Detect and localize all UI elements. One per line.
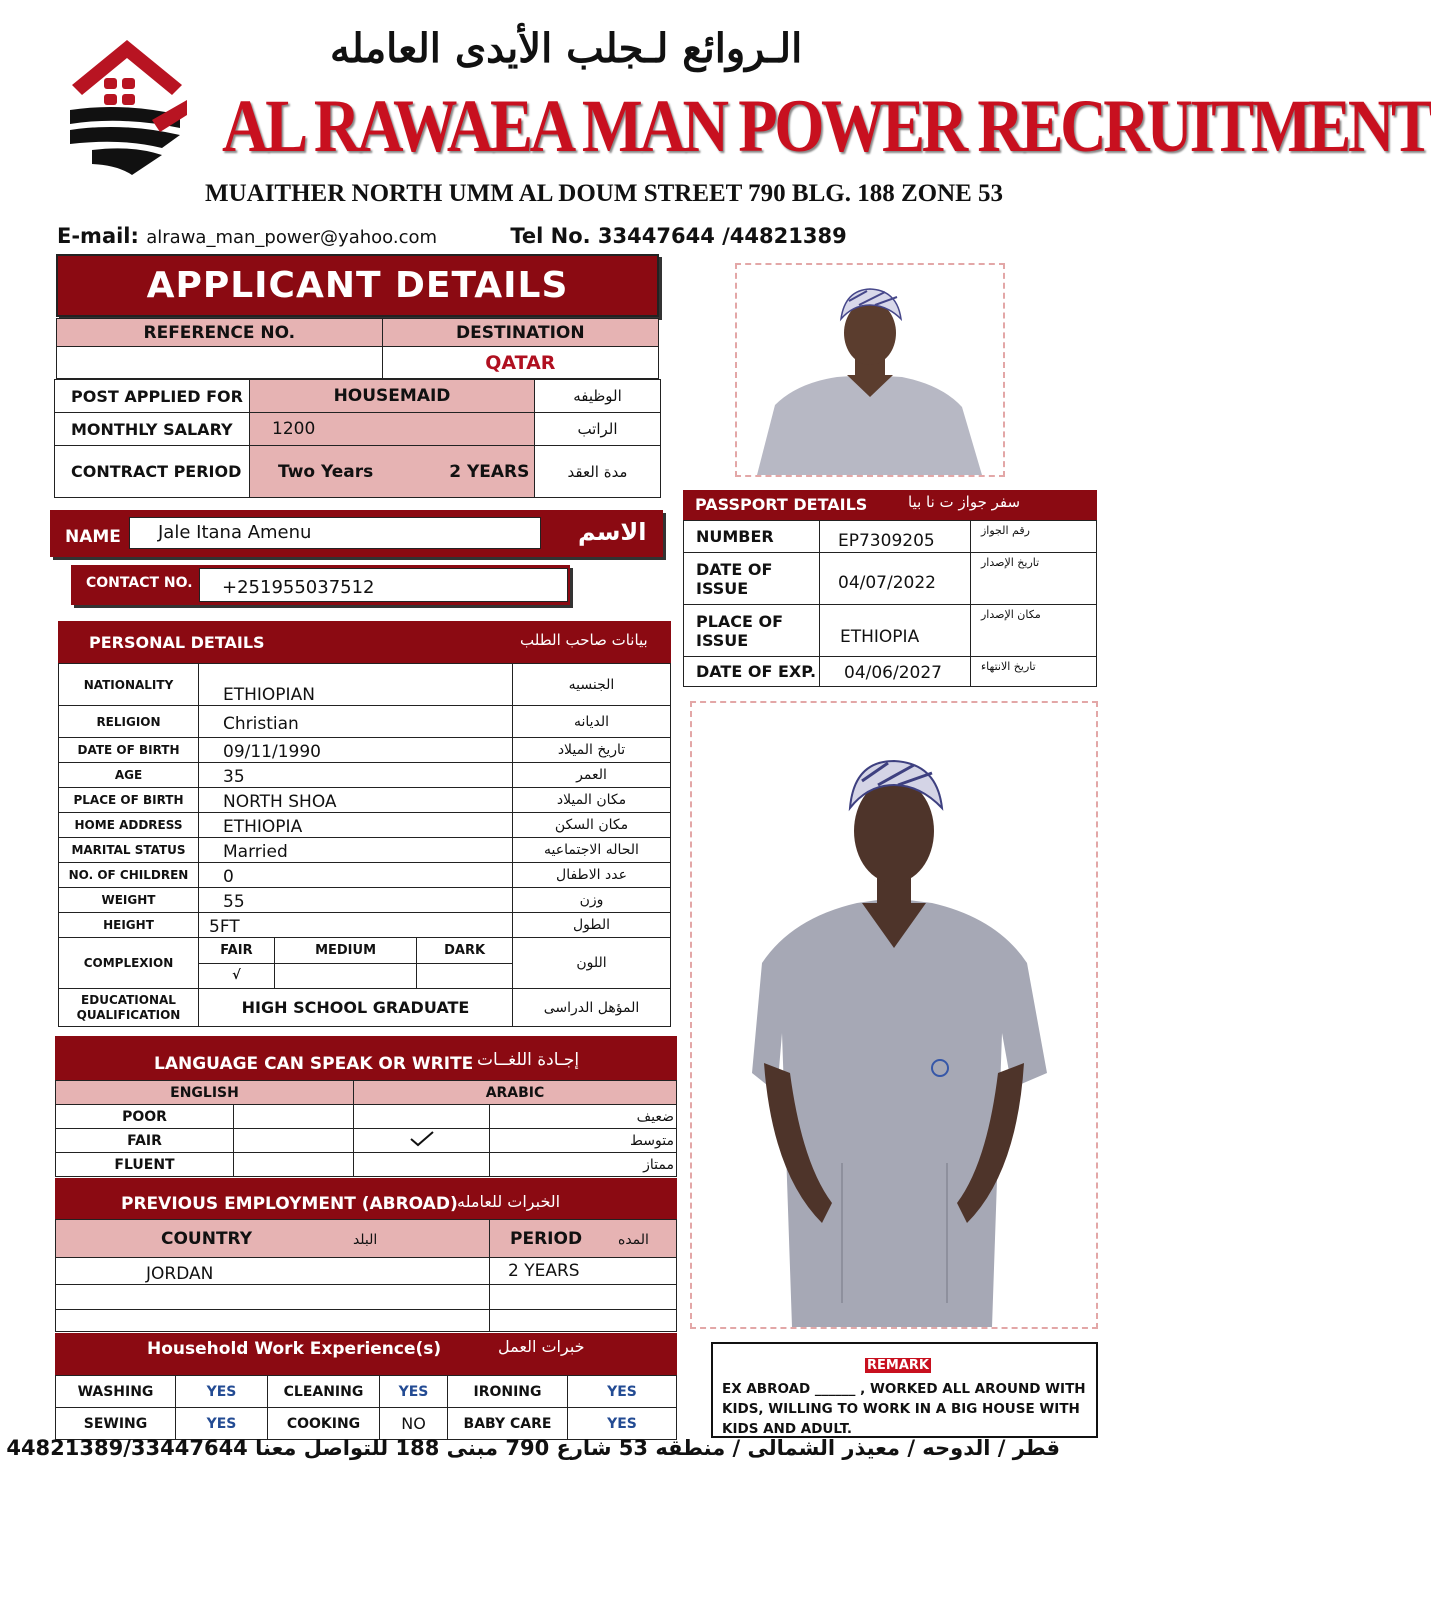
passport-number-label-ar: رقم الجواز xyxy=(971,521,1097,553)
fluent-label: FLUENT xyxy=(56,1153,234,1177)
period-empty-row xyxy=(490,1285,677,1310)
issue-place-value: ETHIOPIA xyxy=(820,605,971,657)
post-label-ar: الوظيفه xyxy=(535,380,661,413)
period-label-ar: المده xyxy=(617,1231,649,1248)
email-value: alrawa_man_power@yahoo.com xyxy=(146,227,438,248)
country-empty-row xyxy=(56,1310,490,1332)
expiry-date-value: 04/06/2027 xyxy=(820,657,971,687)
religion-value: Christian xyxy=(199,706,513,738)
english-header: ENGLISH xyxy=(56,1081,354,1105)
passport-table xyxy=(683,520,1097,687)
education-label-ar: المؤهل الدراسى xyxy=(513,989,671,1027)
name-label-ar: الاسم xyxy=(578,518,647,546)
complexion-dark: DARK xyxy=(417,938,512,963)
remark-box xyxy=(711,1342,1098,1438)
post-value: HOUSEMAID xyxy=(250,380,535,413)
education-label: EDUCATIONAL QUALIFICATION xyxy=(59,989,199,1027)
weight-label-ar: وزن xyxy=(513,888,671,913)
home-address-value: ETHIOPIA xyxy=(199,813,513,838)
contract-value-number: 2 YEARS xyxy=(449,461,530,482)
height-label-ar: الطول xyxy=(513,913,671,938)
birthplace-label: PLACE OF BIRTH xyxy=(59,788,199,813)
passport-number-value: EP7309205 xyxy=(820,521,971,553)
household-table xyxy=(55,1375,677,1440)
contract-label-ar: مدة العقد xyxy=(535,446,661,498)
complexion-label: COMPLEXION xyxy=(59,938,199,989)
destination-label: DESTINATION xyxy=(382,319,658,347)
sewing-label: SEWING xyxy=(56,1408,176,1440)
age-label: AGE xyxy=(59,763,199,788)
height-label: HEIGHT xyxy=(59,913,199,938)
employment-heading-ar: الخبرات للعامله xyxy=(457,1192,561,1211)
applicant-photo-full xyxy=(690,701,1098,1329)
children-label-ar: عدد الاطفال xyxy=(513,863,671,888)
cooking-value: NO xyxy=(380,1408,448,1440)
issue-date-label-ar: تاريخ الإصدار xyxy=(971,553,1097,605)
employment-heading: PREVIOUS EMPLOYMENT (ABROAD) xyxy=(121,1194,458,1214)
baby-care-label: BABY CARE xyxy=(448,1408,568,1440)
education-value: HIGH SCHOOL GRADUATE xyxy=(199,989,513,1027)
complexion-dark-check xyxy=(417,963,512,988)
poor-label-ar: ضعيف xyxy=(490,1105,677,1129)
religion-label: RELIGION xyxy=(59,706,199,738)
weight-label: WEIGHT xyxy=(59,888,199,913)
salary-label: MONTHLY SALARY xyxy=(55,413,250,446)
email-label: E-mail: xyxy=(57,224,139,248)
passport-heading-ar: سفر جواز ت نا بيا xyxy=(908,493,1021,511)
company-logo xyxy=(62,40,192,180)
footer-address: قطر / الدوحه / معيذر الشمالى / منطقه 53 شارع 790 مبنى 188 للتواصل معنا 44821389/33447644 xyxy=(6,1436,1060,1460)
contract-value xyxy=(250,446,535,498)
language-heading-ar: إجـادة اللغــات xyxy=(477,1050,580,1070)
name-bar xyxy=(50,510,663,557)
dob-label: DATE OF BIRTH xyxy=(59,738,199,763)
remark-text: EX ABROAD ______ , WORKED ALL AROUND WITH KIDS, WILLING TO WORK IN A BIG HOUSE WITH KIDS AND ADULT. xyxy=(722,1381,1086,1437)
nationality-label: NATIONALITY xyxy=(59,664,199,706)
children-value: 0 xyxy=(199,863,513,888)
issue-date-label: DATE OF ISSUE xyxy=(684,553,820,605)
fair-label: FAIR xyxy=(56,1129,234,1153)
complexion-fair: FAIR xyxy=(199,938,274,963)
home-address-label-ar: مكان السكن xyxy=(513,813,671,838)
reference-label: REFERENCE NO. xyxy=(57,319,383,347)
arabic-fluent xyxy=(354,1153,490,1177)
contact-bar xyxy=(71,565,570,605)
complexion-medium: MEDIUM xyxy=(274,938,416,963)
household-heading-bar xyxy=(55,1333,677,1375)
contact-value: +251955037512 xyxy=(199,568,568,602)
reference-destination-table xyxy=(56,318,659,379)
age-value: 35 xyxy=(199,763,513,788)
height-value: 5FT xyxy=(199,913,513,938)
contact-line xyxy=(57,224,847,248)
cleaning-label: CLEANING xyxy=(268,1376,380,1408)
birthplace-label-ar: مكان الميلاد xyxy=(513,788,671,813)
country-label-ar: البلد xyxy=(352,1231,378,1248)
passport-heading-bar xyxy=(683,490,1097,520)
country-label: COUNTRY xyxy=(161,1228,253,1249)
country-header xyxy=(56,1220,490,1258)
washing-label: WASHING xyxy=(56,1376,176,1408)
language-table xyxy=(55,1080,677,1177)
passport-number-label: NUMBER xyxy=(684,521,820,553)
checkmark-icon xyxy=(409,1130,435,1148)
weight-value: 55 xyxy=(199,888,513,913)
english-poor xyxy=(234,1105,354,1129)
complexion-label-ar: اللون xyxy=(513,938,671,989)
personal-details-heading-ar: بيانات صاحب الطلب xyxy=(520,631,648,649)
post-label: POST APPLIED FOR xyxy=(55,380,250,413)
religion-label-ar: الديانه xyxy=(513,706,671,738)
nationality-label-ar: الجنسيه xyxy=(513,664,671,706)
remark-title: REMARK xyxy=(867,1358,929,1373)
complexion-fair-check: √ xyxy=(199,963,274,988)
arabic-poor xyxy=(354,1105,490,1129)
fair-label-ar: متوسط xyxy=(490,1129,677,1153)
issue-place-label: PLACE OF ISSUE xyxy=(684,605,820,657)
poor-label: POOR xyxy=(56,1105,234,1129)
salary-label-ar: الراتب xyxy=(535,413,661,446)
destination-value: QATAR xyxy=(382,347,658,379)
salary-value: 1200 xyxy=(250,413,535,446)
complexion-medium-check xyxy=(274,963,416,988)
home-address-label: HOME ADDRESS xyxy=(59,813,199,838)
language-heading-bar xyxy=(55,1036,677,1080)
cooking-label: COOKING xyxy=(268,1408,380,1440)
cleaning-value: YES xyxy=(380,1376,448,1408)
complexion-grid xyxy=(199,938,513,989)
post-table xyxy=(54,379,661,498)
expiry-date-label-ar: تاريخ الانتهاء xyxy=(971,657,1097,687)
household-heading-ar: خبرات العمل xyxy=(498,1337,585,1356)
expiry-date-label: DATE OF EXP. xyxy=(684,657,820,687)
nationality-value: ETHIOPIAN xyxy=(199,664,513,706)
period-value: 2 YEARS xyxy=(490,1258,677,1285)
applicant-details-heading: APPLICANT DETAILS xyxy=(56,254,659,317)
employment-table xyxy=(55,1219,677,1332)
ironing-value: YES xyxy=(568,1376,677,1408)
language-heading: LANGUAGE CAN SPEAK OR WRITE xyxy=(154,1054,474,1074)
marital-status-value: Married xyxy=(199,838,513,863)
fluent-label-ar: ممتاز xyxy=(490,1153,677,1177)
period-empty-row xyxy=(490,1310,677,1332)
contract-label: CONTRACT PERIOD xyxy=(55,446,250,498)
dob-value: 09/11/1990 xyxy=(199,738,513,763)
complexion-table xyxy=(199,938,512,988)
company-name: AL RAWAEA MAN POWER RECRUITMENT xyxy=(222,85,1431,168)
sewing-value: YES xyxy=(176,1408,268,1440)
arabic-header: ARABIC xyxy=(354,1081,677,1105)
personal-details-heading: PERSONAL DETAILS xyxy=(89,633,265,652)
employment-heading-bar xyxy=(55,1178,677,1219)
english-fair xyxy=(234,1129,354,1153)
children-label: NO. OF CHILDREN xyxy=(59,863,199,888)
contract-value-words: Two Years xyxy=(278,461,374,482)
marital-status-label: MARITAL STATUS xyxy=(59,838,199,863)
reference-value xyxy=(57,347,383,379)
period-label: PERIOD xyxy=(510,1228,583,1249)
telephone: Tel No. 33447644 /44821389 xyxy=(510,224,847,248)
issue-place-label-ar: مكان الإصدار xyxy=(971,605,1097,657)
country-value: JORDAN xyxy=(56,1258,490,1285)
personal-details-table xyxy=(58,663,671,1027)
birthplace-value: NORTH SHOA xyxy=(199,788,513,813)
arabic-fair xyxy=(354,1129,490,1153)
name-value: Jale Itana Amenu xyxy=(129,517,541,549)
company-address: MUAITHER NORTH UMM AL DOUM STREET 790 BLG. 188 ZONE 53 xyxy=(205,180,1004,207)
age-label-ar: العمر xyxy=(513,763,671,788)
company-name-arabic: الـروائع لـجلب الأيدى العامله xyxy=(330,25,803,72)
period-header xyxy=(490,1220,677,1258)
marital-status-label-ar: الحاله الاجتماعيه xyxy=(513,838,671,863)
baby-care-value: YES xyxy=(568,1408,677,1440)
applicant-photo-small xyxy=(735,263,1005,477)
issue-date-value: 04/07/2022 xyxy=(820,553,971,605)
personal-details-heading-bar xyxy=(58,621,671,663)
ironing-label: IRONING xyxy=(448,1376,568,1408)
name-label: NAME xyxy=(65,527,121,547)
english-fluent xyxy=(234,1153,354,1177)
dob-label-ar: تاريخ الميلاد xyxy=(513,738,671,763)
passport-heading: PASSPORT DETAILS xyxy=(695,495,868,514)
household-heading: Household Work Experience(s) xyxy=(147,1339,442,1359)
country-empty-row xyxy=(56,1285,490,1310)
washing-value: YES xyxy=(176,1376,268,1408)
contact-label: CONTACT NO. xyxy=(86,575,193,591)
